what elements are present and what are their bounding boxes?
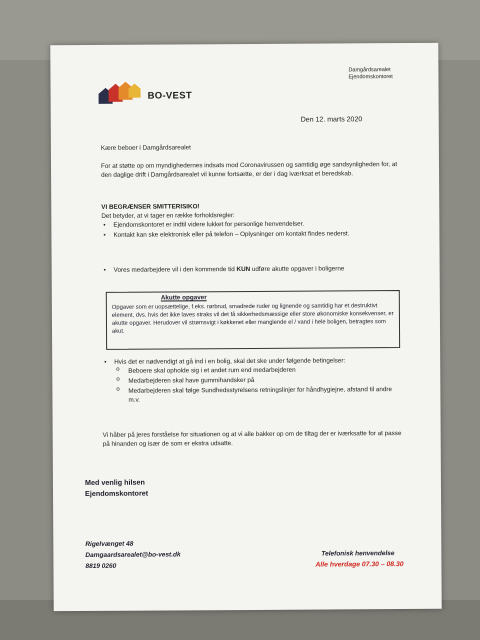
address: Rigelvænget 48 (85, 540, 134, 548)
logo-text: BO-VEST (147, 90, 192, 102)
list-item: • Hvis det er nødvendigt at gå ind i en bolig, skal det ske under følgende betingelser: o Beboere skal opholde sig i et andet rum end medarbejderen o Medarbejderen skal have gummihandsker på o Medarbejderen skal følge Sundhedsstyrelsens retningslinjer for håndhygiejne, afstand til andre m.v. (102, 356, 402, 405)
sublist-item: o Medarbejderen skal følge Sundhedsstyrelsens retningslinjer for håndhygiejne, afstand til andre m.v. (114, 385, 402, 405)
letter-date: Den 12. marts 2020 (300, 116, 363, 124)
closing-paragraph: Vi håber på jeres forståelse for situationen og at vi alle bakker op om de tiltag der er iværksatte for at passe på hinanden og især de som er ekstra udsatte. (102, 430, 402, 448)
phone-number: 8819 0260 (85, 562, 117, 570)
list-item: • Kontakt kan ske elektronisk eller på telefon – Oplysninger om kontakt findes nederst. (101, 229, 401, 240)
sublist-item: o Beboere skal opholde sig i et andet rum end medarbejderen (114, 365, 402, 376)
urgent-tasks-box (106, 290, 400, 350)
condition-sublist (114, 365, 402, 405)
email-address: Damgaardsarealet@bo-vest.dk (85, 551, 181, 559)
list-item: • Vores medarbejdere vil i den kommende tid KUN udføre akutte opgaver i boligerne (102, 264, 402, 275)
sender-line: Ejendomskontoret (348, 74, 393, 81)
section-lead: Det betyder, at vi tager en række forholdsregler: (101, 212, 235, 220)
intro-paragraph: For at støtte op om myndighedernes indsats mod Coronavirussen og samtidig øge sandsynligheden for, at den daglige drift i Damgårdsarealet vil kunne fortsætte, er der i dag iværksat et beredskab. (100, 161, 398, 179)
phone-label: Telefonisk henvendelse (321, 550, 395, 558)
sender-line: Damgårdsarealet (348, 67, 391, 74)
list-item: • Ejendomskontoret er indtil videre lukket for personlige henvendelser. (101, 219, 401, 230)
letter-paper (50, 43, 441, 611)
section-heading: VI BEGRÆNSER SMITTERISIKO! (101, 203, 200, 211)
signature-line: Ejendomskontoret (84, 488, 149, 498)
phone-hours: Alle hverdage 07.30 – 08.30 (315, 561, 404, 569)
entry-conditions (102, 356, 402, 406)
precaution-list (101, 219, 401, 240)
section-risk (101, 201, 401, 241)
box-title: Akutte opgaver (160, 294, 207, 302)
sender-block (348, 67, 392, 81)
box-text: Opgaver som er uopsættelige, f.eks. rørbrud, smadrede ruder og lignende og samtidig har et destruktivt element, dvs. hvis det ikke laves straks vil det få sikkerhedsmæssige eller store økonomiske konsekvenser, er akutte opgaver. Herudover vil strømsvigt i køkkenet eller manglende el / vand i hele boligen, betragtes som akut. (111, 303, 394, 335)
emphasis: KUN (236, 265, 251, 274)
staff-notice (102, 264, 402, 276)
signature-line: Med venlig hilsen (84, 477, 145, 487)
salutation: Kære beboer i Damgårdsarealet (100, 144, 191, 152)
contact-block (85, 538, 180, 572)
bo-vest-logo-icon (96, 80, 144, 106)
sublist-item: o Medarbejderen skal have gummihandsker på (114, 375, 402, 386)
signature-block (85, 477, 148, 499)
